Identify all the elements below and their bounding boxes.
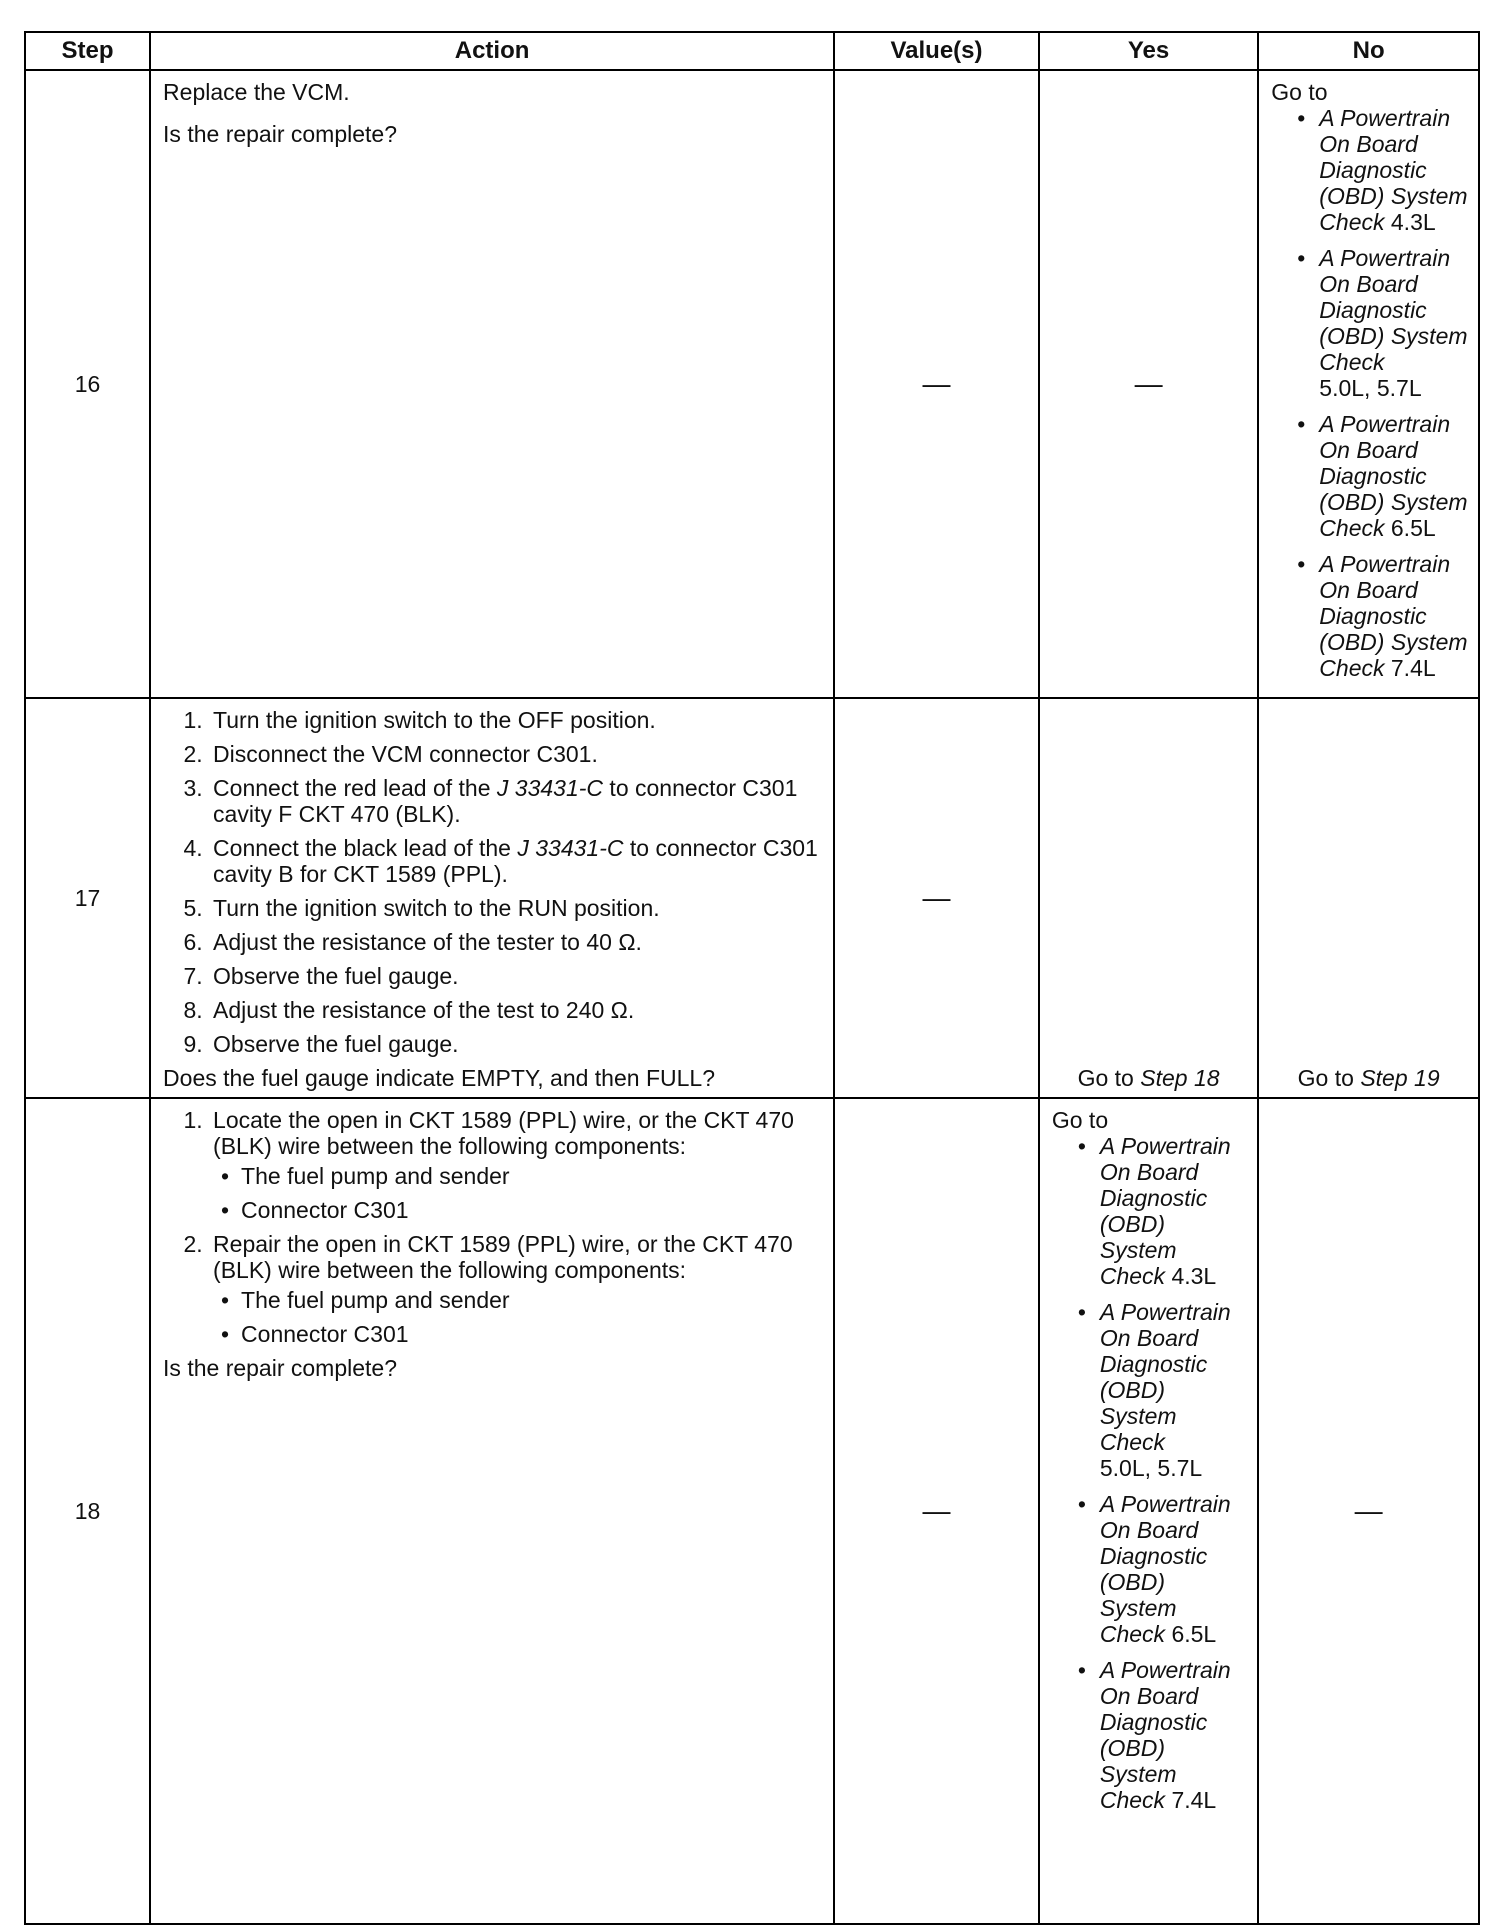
step-number: 18 <box>25 1098 150 1924</box>
engine-label: 4.3L <box>1171 1263 1217 1289</box>
value-cell: — <box>834 698 1039 1098</box>
procedure-step <box>209 1107 821 1223</box>
tool-reference: J 33431-C <box>517 835 624 861</box>
header-yes: Yes <box>1039 32 1258 70</box>
obd-check-link-7-4l[interactable] <box>1319 551 1468 681</box>
procedure-step-text: 2. Repair the open in CKT 1589 (PPL) wire, or the CKT 470 (BLK) wire between the following components: <box>213 1231 793 1283</box>
table-row-18 <box>25 1098 1479 1924</box>
question-text: Is the repair complete? <box>163 121 397 147</box>
procedure-step: 3. Connect the red lead of the J 33431-C to connector C301 cavity F CKT 470 (BLK). <box>209 775 821 827</box>
procedure-step: 6. Adjust the resistance of the tester to 40 Ω. <box>209 929 821 955</box>
procedure-step: 8. Adjust the resistance of the test to 240 Ω. <box>209 997 821 1023</box>
obd-link-text[interactable]: A Powertrain On Board Diagnostic (OBD) System Check <box>1319 411 1468 541</box>
procedure-step: 4. Connect the black lead of the J 33431-C to connector C301 cavity B for CKT 1589 (PPL). <box>209 835 821 887</box>
yes-cell <box>1039 1098 1258 1924</box>
procedure-list <box>163 1107 821 1347</box>
header-values: Value(s) <box>834 32 1039 70</box>
engine-label: 5.0L, 5.7L <box>1319 375 1422 401</box>
action-cell <box>150 1098 834 1924</box>
component-list <box>213 1163 821 1223</box>
obd-link-text[interactable]: A Powertrain On Board Diagnostic (OBD) System Check <box>1099 1657 1231 1813</box>
table-row-17 <box>25 698 1479 1098</box>
component-item: • The fuel pump and sender <box>241 1287 821 1313</box>
engine-label: 6.5L <box>1390 515 1436 541</box>
goto-text: Go to <box>1051 1107 1109 1133</box>
obd-check-list <box>1052 1133 1247 1813</box>
procedure-list <box>163 707 821 1057</box>
component-item: • The fuel pump and sender <box>241 1163 821 1189</box>
procedure-step <box>209 1231 821 1347</box>
procedure-step-text: 1. Locate the open in CKT 1589 (PPL) wire, or the CKT 470 (BLK) wire between the following components: <box>213 1107 794 1159</box>
obd-check-link-5-0l[interactable] <box>1100 1299 1247 1481</box>
value-cell: — <box>834 1098 1039 1924</box>
header-no: No <box>1258 32 1479 70</box>
step-number: 16 <box>25 70 150 698</box>
component-item: • Connector C301 <box>241 1197 821 1223</box>
no-cell <box>1258 698 1479 1098</box>
engine-label: 5.0L, 5.7L <box>1099 1455 1203 1481</box>
obd-check-link-4-3l[interactable] <box>1100 1133 1247 1289</box>
engine-label: 6.5L <box>1171 1621 1217 1647</box>
obd-link-text[interactable]: A Powertrain On Board Diagnostic (OBD) System Check <box>1319 551 1468 681</box>
component-item: • Connector C301 <box>241 1321 821 1347</box>
no-cell <box>1258 70 1479 698</box>
obd-check-link-6-5l[interactable] <box>1100 1491 1247 1647</box>
no-cell: — <box>1258 1098 1479 1924</box>
header-row <box>25 32 1479 70</box>
yes-cell <box>1039 698 1258 1098</box>
question-text: Is the repair complete? <box>163 1355 397 1381</box>
step-number: 17 <box>25 698 150 1098</box>
obd-check-list <box>1271 105 1468 681</box>
procedure-step: 7. Observe the fuel gauge. <box>209 963 821 989</box>
procedure-step: 5. Turn the ignition switch to the RUN position. <box>209 895 821 921</box>
obd-check-link-7-4l[interactable] <box>1100 1657 1247 1813</box>
obd-link-text[interactable]: A Powertrain On Board Diagnostic (OBD) System Check <box>1319 245 1468 375</box>
procedure-step: 9. Observe the fuel gauge. <box>209 1031 821 1057</box>
obd-link-text[interactable]: A Powertrain On Board Diagnostic (OBD) System Check <box>1319 105 1468 235</box>
question-text: Does the fuel gauge indicate EMPTY, and then FULL? <box>163 1065 715 1091</box>
obd-link-text[interactable]: A Powertrain On Board Diagnostic (OBD) System Check <box>1099 1299 1231 1455</box>
engine-label: 7.4L <box>1390 655 1436 681</box>
action-text: Replace the VCM. <box>163 79 350 105</box>
component-list <box>213 1287 821 1347</box>
action-cell <box>150 70 834 698</box>
step-18-link[interactable]: Step 18 <box>1140 1065 1220 1091</box>
engine-label: 4.3L <box>1390 209 1436 235</box>
engine-label: 7.4L <box>1171 1787 1217 1813</box>
value-cell: — <box>834 70 1039 698</box>
action-cell <box>150 698 834 1098</box>
goto-text: Go to <box>1271 79 1328 105</box>
procedure-step: 1. Turn the ignition switch to the OFF position. <box>209 707 821 733</box>
header-step: Step <box>25 32 150 70</box>
obd-check-link-5-0l[interactable] <box>1319 245 1468 401</box>
tool-reference: J 33431-C <box>496 775 604 801</box>
diagnostic-table <box>24 31 1480 1925</box>
goto-text: Go to <box>1077 1065 1134 1091</box>
procedure-step: 2. Disconnect the VCM connector C301. <box>209 741 821 767</box>
obd-link-text[interactable]: A Powertrain On Board Diagnostic (OBD) System Check <box>1099 1491 1231 1647</box>
obd-check-link-4-3l[interactable] <box>1319 105 1468 235</box>
obd-link-text[interactable]: A Powertrain On Board Diagnostic (OBD) System Check <box>1099 1133 1231 1289</box>
obd-check-link-6-5l[interactable] <box>1319 411 1468 541</box>
yes-cell: — <box>1039 70 1258 698</box>
goto-text: Go to <box>1297 1065 1354 1091</box>
table-row-16 <box>25 70 1479 698</box>
step-19-link[interactable]: Step 19 <box>1360 1065 1440 1091</box>
header-action: Action <box>150 32 834 70</box>
